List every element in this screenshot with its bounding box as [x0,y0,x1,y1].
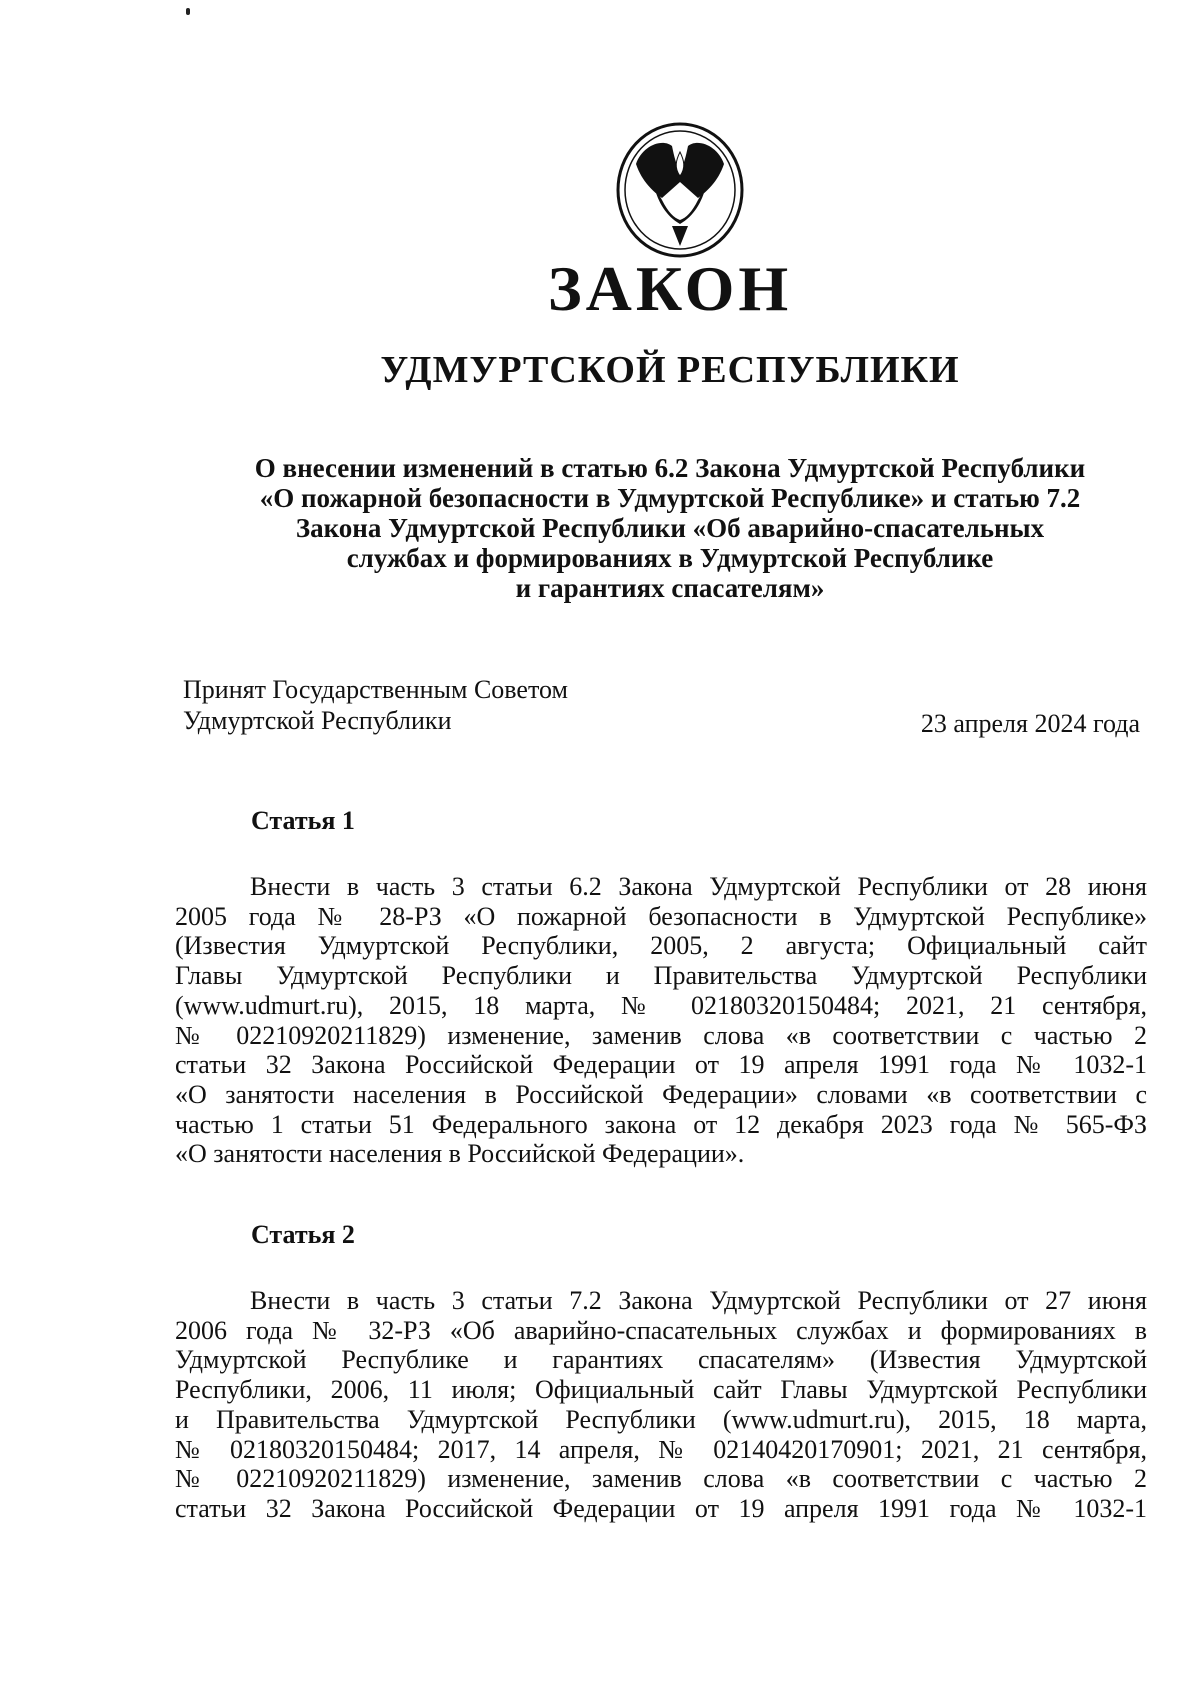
article-1-body [175,872,1147,1169]
scan-speck [186,8,190,15]
heading-line: Закона Удмуртской Республики «Об аварийно-спасательных [295,513,1045,543]
text-line: статьи 32 Закона Российской Федерации от 19 апреля 1991 года № 1032-1 [175,1493,1147,1523]
article-2-title: Статья 2 [251,1220,355,1249]
adopted-by [183,674,568,736]
adopted-line: Удмуртской Республики [183,706,452,735]
heading-line: О внесении изменений в статью 6.2 Закона Удмуртской Республики [254,453,1086,483]
text-line: Главы Удмуртской Республики и Правительства Удмуртской Республики [175,961,1147,991]
adopted-line: Принят Государственным Советом [183,675,568,704]
text-line: № 02180320150484; 2017, 14 апреля, № 02140420170901; 2021, 21 сентября, [175,1434,1147,1464]
law-subtitle: УДМУРТСКОЙ РЕСПУБЛИКИ [380,349,960,391]
heading-line: службах и формированиях в Удмуртской Республике [346,543,994,573]
text-line: и Правительства Удмуртской Республики (www.udmurt.ru), 2015, 18 марта, [175,1404,1147,1434]
text-line: «О занятости населения в Российской Федерации». [175,1139,745,1169]
text-line: № 02210920211829) изменение, заменив слова «в соответствии с частью 2 [175,1020,1147,1050]
text-line: 2006 года № 32-РЗ «Об аварийно-спасательных службах и формированиях в [175,1315,1147,1345]
text-line: 2005 года № 28-РЗ «О пожарной безопасности в Удмуртской Республике» [175,901,1147,931]
heading-line: и гарантиях спасателям» [515,573,825,603]
law-title: ЗАКОН [547,253,793,324]
law-heading [200,453,1140,603]
text-line: (www.udmurt.ru), 2015, 18 марта, № 02180320150484; 2021, 21 сентября, [175,990,1147,1020]
article-1-title: Статья 1 [251,806,355,835]
text-line: (Известия Удмуртской Республики, 2005, 2 августа; Официальный сайт [175,931,1147,961]
adopted-date: 23 апреля 2024 года [920,709,1140,738]
article-2-body [175,1286,1147,1524]
text-line: частью 1 статьи 51 Федерального закона от 12 декабря 2023 года № 565-ФЗ [175,1109,1147,1139]
text-line: Внести в часть 3 статьи 6.2 Закона Удмуртской Республики от 28 июня [250,872,1147,901]
coat-of-arms-icon [614,120,746,260]
text-line: Удмуртской Республике и гарантиях спасателям» (Известия Удмуртской [175,1345,1147,1375]
text-line: Внести в часть 3 статьи 7.2 Закона Удмуртской Республики от 27 июня [250,1286,1147,1315]
text-line: статьи 32 Закона Российской Федерации от 19 апреля 1991 года № 1032-1 [175,1050,1147,1080]
text-line: Республики, 2006, 11 июля; Официальный сайт Главы Удмуртской Республики [175,1375,1147,1405]
text-line: «О занятости населения в Российской Федерации» словами «в соответствии с [175,1079,1147,1109]
heading-line: «О пожарной безопасности в Удмуртской Республике» и статью 7.2 [259,483,1081,513]
text-line: № 02210920211829) изменение, заменив слова «в соответствии с частью 2 [175,1464,1147,1494]
